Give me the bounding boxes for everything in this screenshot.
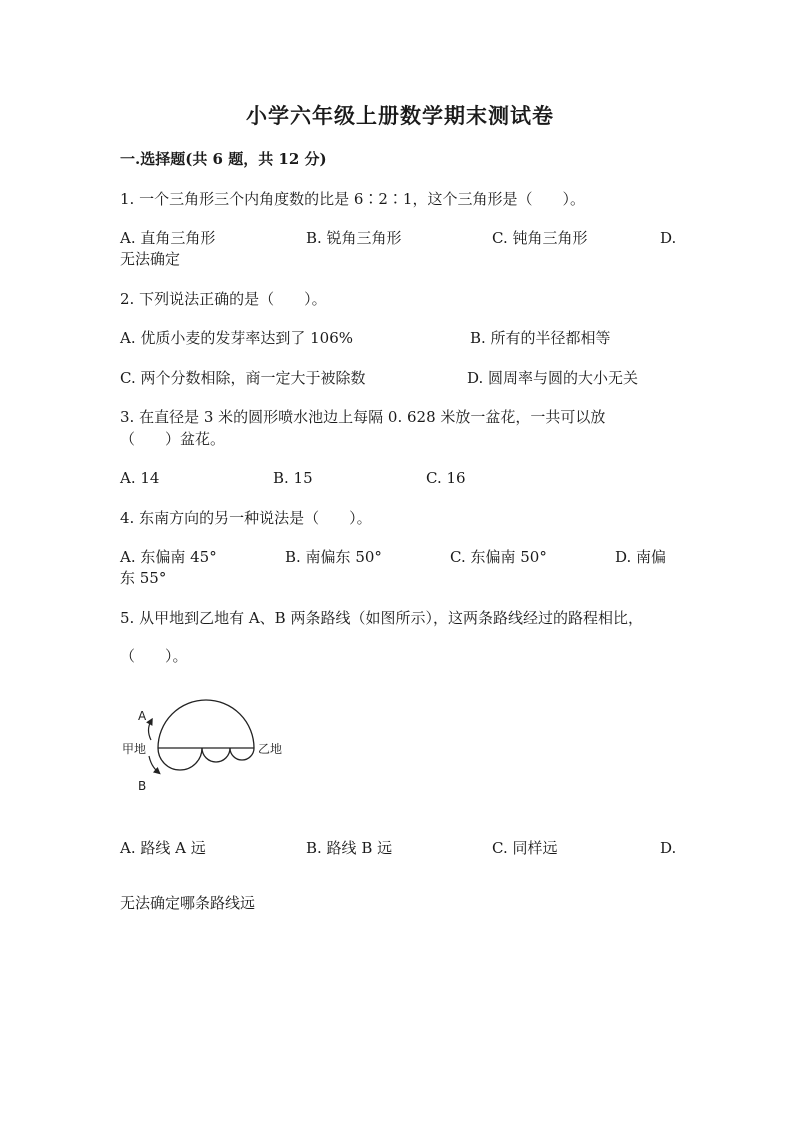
page-title: 小学六年级上册数学期末测试卷 (246, 103, 554, 128)
question-2-option-d[interactable]: D. 圆周率与圆的大小无关 (467, 369, 639, 387)
question-2-option-c[interactable]: C. 两个分数相除，商一定大于被除数 (120, 369, 366, 387)
route-b-label: B (138, 779, 147, 793)
route-a-arc (158, 700, 254, 748)
route-b-arc-3 (230, 748, 254, 760)
question-5-option-d[interactable]: D. (660, 839, 677, 857)
route-diagram (118, 690, 298, 800)
section-heading: 一.选择题(共 6 题，共 12 分) (120, 150, 327, 168)
question-4-stem: 4. 东南方向的另一种说法是（ ）。 (120, 509, 372, 527)
question-2-option-a[interactable]: A. 优质小麦的发芽率达到了 106% (120, 329, 354, 347)
question-3-option-a[interactable]: A. 14 (120, 469, 160, 487)
route-b-arc-2 (202, 748, 230, 762)
route-a-arrow (149, 721, 152, 740)
question-4-option-c[interactable]: C. 东偏南 50° (450, 548, 547, 566)
question-5-option-a[interactable]: A. 路线 A 远 (120, 839, 206, 857)
question-1-stem: 1. 一个三角形三个内角度数的比是 6∶2∶1，这个三角形是（ ）。 (120, 190, 585, 208)
end-place-label: 乙地 (258, 742, 283, 756)
question-5-stem-line-2: （ ）。 (120, 647, 188, 665)
question-1-option-b[interactable]: B. 锐角三角形 (306, 229, 402, 247)
question-2-option-b[interactable]: B. 所有的半径都相等 (470, 329, 611, 347)
question-4-option-d[interactable]: D. 南偏 (615, 548, 667, 566)
start-place-label: 甲地 (122, 742, 147, 756)
route-b-arrow (149, 756, 158, 772)
question-1-option-d[interactable]: D. (660, 229, 677, 247)
question-3-option-c[interactable]: C. 16 (426, 469, 466, 487)
route-b-arc-1 (158, 748, 202, 770)
question-1-option-c[interactable]: C. 钝角三角形 (492, 229, 588, 247)
question-3-option-b[interactable]: B. 15 (273, 469, 313, 487)
question-4-option-b[interactable]: B. 南偏东 50° (285, 548, 382, 566)
question-1-option-a[interactable]: A. 直角三角形 (120, 229, 216, 247)
question-1-option-d-text[interactable]: 无法确定 (120, 250, 181, 268)
question-5-option-b[interactable]: B. 路线 B 远 (306, 839, 393, 857)
question-5-option-d-text[interactable]: 无法确定哪条路线远 (120, 894, 256, 912)
route-a-label: A (138, 709, 147, 723)
question-4-option-a[interactable]: A. 东偏南 45° (120, 548, 217, 566)
question-2-stem: 2. 下列说法正确的是（ ）。 (120, 290, 327, 308)
question-3-stem-line-1: 3. 在直径是 3 米的圆形喷水池边上每隔 0. 628 米放一盆花，一共可以放 (120, 408, 606, 426)
question-3-stem-line-2: （ ）盆花。 (120, 430, 226, 448)
question-4-option-d-text[interactable]: 东 55° (120, 569, 167, 587)
question-5-option-c[interactable]: C. 同样远 (492, 839, 558, 857)
question-5-stem-line-1: 5. 从甲地到乙地有 A、B 两条路线（如图所示），这两条路线经过的路程相比， (120, 609, 643, 627)
